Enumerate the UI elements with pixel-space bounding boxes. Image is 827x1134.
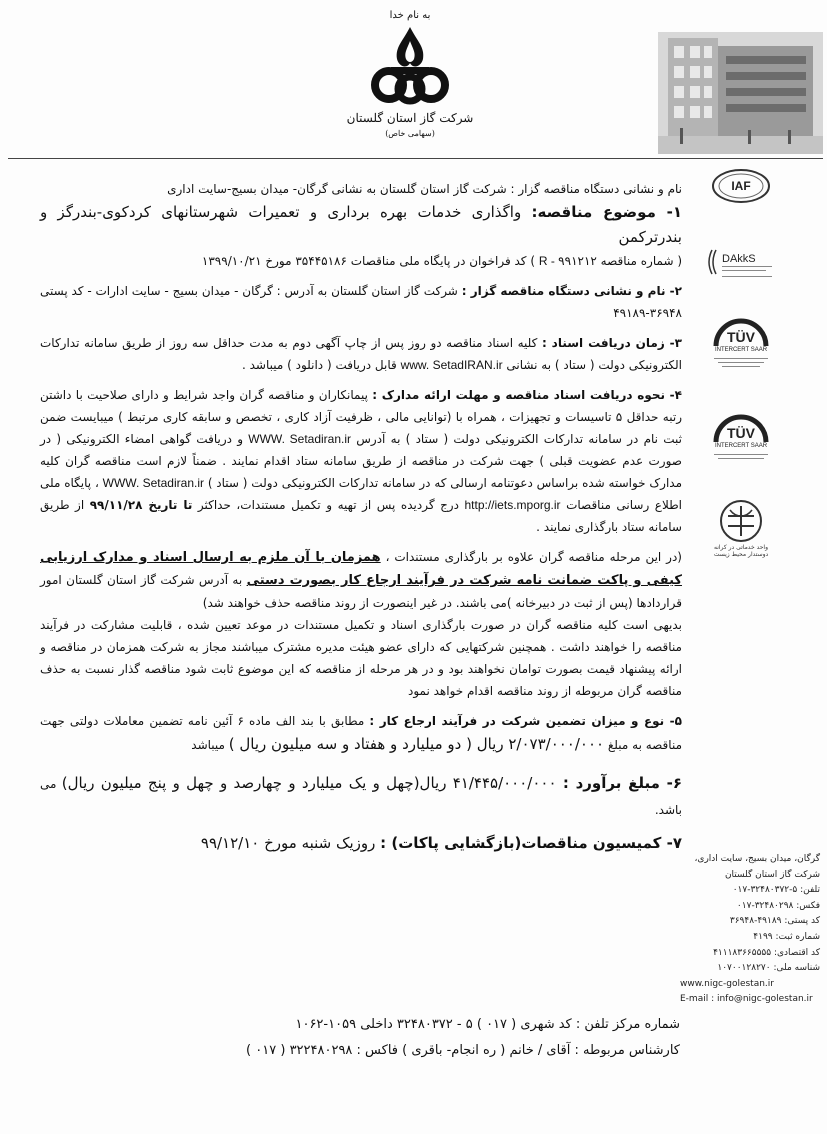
environment-unit-text: واحد خدماتی در کرانه دوستدار محیط زیست: [713, 544, 769, 558]
contact-footer: [40, 1012, 680, 1064]
dakks-logo-icon: [706, 244, 776, 284]
tender-announcement-body: [40, 178, 682, 856]
setad-link-3[interactable]: WWW. Setadiran.ir: [102, 476, 204, 490]
intro-line: نام و نشانی دستگاه مناقصه گزار : شرکت گاز استان گلستان به نشانی گرگان- میدان بسیج-سایت اداری: [167, 182, 682, 196]
upload-deadline: تا تاریخ ۹۹/۱۱/۲۸: [89, 498, 193, 512]
side-address-line: گرگان، میدان بسیج، سایت اداری،: [694, 854, 820, 864]
section-3-text-b: قابل دریافت ( دانلود ) میباشد .: [242, 358, 401, 372]
side-economic-code: کد اقتصادی: ۴۱۱۱۸۳۶۶۵۵۵۵: [713, 947, 820, 958]
section-5-title: ۵- نوع و میزان تضمین شرکت در فرآیند ارجاع کار :: [369, 714, 682, 728]
section-6: [40, 771, 682, 823]
company-contact-info: [680, 852, 820, 1008]
section-4-text: و دریافت گواهی امضاء الکترونیکی ( در صورت عدم عضویت قبلی ) جهت شرکت در مناقصه از طریق سامانه ستاد اقدام نمایند . ضمناً لازم است مناقصه گران کلیه مدارک خواسته شده براساس دعوتنامه ارسالی که در سامانه تدارکات الکترونیکی دولت ( ستاد ): [40, 432, 683, 490]
section-6-title: ۶- مبلغ برآورد :: [562, 774, 682, 792]
section-6-tail: می باشد.: [40, 777, 682, 817]
iets-link[interactable]: http://iets.mporg.ir: [464, 498, 561, 512]
tuv-logo-icon: [708, 412, 774, 470]
section-1-reference: [40, 250, 682, 272]
gas-flame-logo-icon: [365, 23, 455, 111]
section-5-text: مطابق با بند الف ماده ۶ آئین نامه تضمین معاملات دولتی جهت مناقصه به مبلغ: [40, 714, 682, 752]
section-4-note-text: به آدرس شرکت گاز استان گلستان امور قراردادها (پس از ثبت در دبیرخانه )می باشند. در غیر اینصورت از روند مناقصه حذف خواهند شد): [40, 573, 682, 610]
environment-badge: [705, 498, 777, 558]
side-registration: شماره ثبت: ۴۱۹۹: [753, 931, 820, 942]
call-code: ) کد فراخوان در پایگاه ملی مناقصات ۳۵۴۴۵۱۸۶ مورخ ۱۳۹۹/۱۰/۲۱: [201, 254, 539, 268]
section-1-title: ۱- موضوع مناقصه:: [531, 203, 682, 221]
side-email: E-mail : info@nigc-golestan.ir: [680, 994, 813, 1005]
dakks-badge: [705, 244, 777, 284]
section-4: [40, 384, 682, 538]
manual-submission-requirement: همزمان با آن ملزم به ارسال اسناد و مدارک ارزیابی کیفی و پاکت ضمانت نامه شرکت در فرآیند ارجاع کار بصورت دستی: [40, 550, 682, 588]
tuv-logo-icon: [708, 316, 774, 374]
tender-number: R - ۹۹۱۲۱۲: [538, 254, 597, 268]
section-2-text: شرکت گاز استان گلستان به آدرس : گرگان - میدان بسیج - سایت ادارات - کد پستی ۳۶۹۴۸-۴۹۱۸۹: [40, 284, 682, 320]
dakks-label: DAkkS: [722, 253, 756, 265]
tuv2-sub: INTERCERT SAAR: [714, 443, 768, 449]
section-3: [40, 332, 682, 376]
environment-emblem-icon: [716, 498, 766, 544]
iaf-label: IAF: [731, 179, 751, 193]
section-5-text: میباشد: [191, 738, 229, 752]
side-website: www.nigc-golestan.ir: [680, 978, 774, 989]
section-2-title: ۲- نام و نشانی دستگاه مناقصه گزار :: [461, 284, 682, 298]
section-1: [40, 200, 682, 250]
tuv-badge-2: [705, 412, 777, 470]
tuv-badge-1: [705, 316, 777, 374]
opening-date: روزیک شنبه مورخ ۹۹/۱۲/۱۰: [200, 834, 376, 852]
section-4-note-text: (در این مرحله مناقصه گران علاوه بر بارگذاری مستندات ،: [380, 550, 682, 564]
side-address-line: شرکت گاز استان گلستان: [724, 869, 820, 880]
estimated-amount: ۴۱/۴۴۵/۰۰۰/۰۰۰ ریال(چهل و یک میلیارد و چهارصد و چهل و پنج میلیون ریال): [61, 774, 557, 792]
expert-contact-line: کارشناس مربوطه : آقای / خانم ( ره انجام- باقری ) فاکس : ۳۲۲۴۸۰۲۹۸ ( ۰۱۷ ): [246, 1043, 680, 1058]
section-3-title: ۳- زمان دریافت اسناد :: [541, 336, 682, 350]
company-logo: [340, 8, 480, 158]
side-phone: تلفن: ۵-۳۲۴۸۰۳۷۲-۰۱۷: [732, 885, 820, 896]
header-divider: [8, 158, 823, 159]
tuv1-sub: INTERCERT SAAR: [714, 347, 768, 353]
guarantee-amount: ۲/۰۷۳/۰۰۰/۰۰۰ ریال ( دو میلیارد و هفتاد و سه میلیون ریال ): [228, 735, 605, 753]
side-national-id: شناسه ملی: ۱۰۷۰۰۱۲۸۲۷۰: [717, 963, 820, 974]
logo-top-text: به نام خدا: [389, 10, 431, 21]
section-7-title: ۷- کمیسیون مناقصات(بازگشایی پاکات) :: [380, 834, 682, 852]
side-fax: فکس: ۳۲۴۸۰۲۹۸-۰۱۷: [736, 900, 820, 911]
section-4-title: ۴- نحوه دریافت اسناد مناقصه و مهلت ارائه مدارک :: [372, 388, 682, 402]
section-5: [40, 710, 682, 757]
tuv1-label: TÜV: [727, 329, 755, 345]
setad-link[interactable]: www. SetadIRAN.ir: [400, 358, 503, 372]
section-7: [40, 831, 682, 856]
iaf-badge: [705, 168, 777, 204]
section-4-text: از طریق سامانه ستاد بارگذاری نمایند .: [40, 498, 682, 534]
setad-link-2[interactable]: WWW. Setadiran.ir: [248, 432, 352, 446]
company-type: (سهامی خاص): [385, 129, 435, 138]
headquarters-building-photo: [658, 32, 823, 154]
section-2: [40, 280, 682, 324]
section-3-text-a: کلیه اسناد مناقصه دو روز پس از چاپ آگهی دوم به مدت حداقل سه روز از طریق سامانه تدارکات الکترونیکی دولت ( ستاد ) به نشانی: [40, 336, 682, 372]
tuv2-label: TÜV: [727, 425, 755, 441]
section-4-conditions: بدیهی است کلیه مناقصه گران در صورت بارگذاری اسناد و تکمیل مستندات در موعد تعیین شده ، قابلیت مشارکت در فرآیند مناقصه را خواهند داشت . همچنین شرکتهایی که دارای عضو هیئت مدیره مشترک میباشند مجاز به شرکت همزمان در مناقصه و ارائه پیشنهاد قیمت بصورت توامان نخواهند بود و در هر مرحله از مناقصه که این موضوع ثابت شود مناقصه گذار نسبت به حذف مناقصه گران مربوطه از روند مناقصه اقدام خواهد نمود: [40, 618, 682, 698]
section-4-text: درج گردیده پس از تهیه و تکمیل مستندات، حداکثر: [192, 498, 465, 512]
section-1-text: واگذاری خدمات بهره برداری و تعمیرات شهرستانهای کردکوی-بندرگز و بندرترکمن: [40, 203, 682, 246]
company-name: شرکت گاز استان گلستان: [346, 111, 474, 125]
side-postal-code: کد پستی: ۴۹۱۸۹-۳۶۹۴۸: [729, 916, 820, 927]
section-4-text: ، پایگاه ملی اطلاع رسانی مناقصات: [40, 476, 683, 512]
section-4-text: پیمانکاران و مناقصه گران واجد شرایط و دارای صلاحیت با داشتن رتبه حداقل ۵ تاسیسات و تجهیزات ، همراه با (توانایی مالی ، ظرفیت آزاد کاری ، تخصص و سابقه کاری مرتبط ) میبایست ضمن ثبت نام در سامانه تدارکات الکترونیکی دولت ( ستاد ) به آدرس: [40, 388, 682, 446]
phone-center-line: شماره مرکز تلفن : کد شهری ( ۰۱۷ ) ۵ - ۳۲۴۸۰۳۷۲ داخلی ۱۰۵۹-۱۰۶۲: [295, 1017, 680, 1032]
iaf-logo-icon: [711, 168, 771, 204]
section-4-note: [40, 546, 682, 614]
tender-number-label: ( شماره مناقصه: [596, 254, 682, 268]
